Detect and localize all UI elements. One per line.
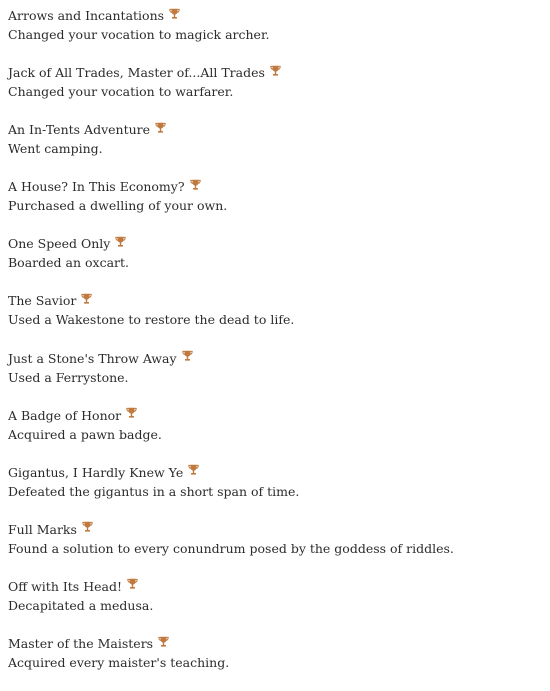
achievement-title: Jack of All Trades, Master of...All Trades [8, 65, 265, 81]
achievement-title-line [8, 349, 550, 368]
achievement-title-line [8, 406, 550, 425]
achievement-title-line [8, 291, 550, 310]
achievement-item [8, 177, 550, 234]
achievement-item [8, 406, 550, 463]
trophy-icon [182, 350, 193, 362]
achievement-title-line [8, 6, 550, 25]
achievement-title: Full Marks [8, 521, 77, 537]
trophy-icon [155, 122, 166, 134]
achievement-description: Acquired every maister's teaching. [8, 655, 230, 671]
achievement-description: Defeated the gigantus in a short span of time. [8, 483, 300, 499]
trophy-icon [188, 464, 199, 476]
achievement-item [8, 349, 550, 406]
achievement-title: Just a Stone's Throw Away [8, 350, 177, 366]
achievement-description: Decapitated a medusa. [8, 597, 154, 613]
achievement-title-line [8, 63, 550, 82]
achievement-item [8, 234, 550, 291]
achievement-item [8, 634, 550, 691]
trophy-icon [190, 179, 201, 191]
trophy-icon [82, 521, 93, 533]
achievement-title: Off with Its Head! [8, 578, 122, 594]
achievement-description: Used a Wakestone to restore the dead to life. [8, 312, 295, 328]
achievement-title: Arrows and Incantations [8, 8, 165, 23]
trophy-icon [169, 8, 180, 20]
achievement-description: Found a solution to every conundrum posed by the goddess of riddles. [8, 540, 454, 556]
achievement-item [8, 520, 550, 577]
trophy-icon [126, 407, 137, 419]
achievement-title: One Speed Only [8, 236, 111, 252]
achievement-item [8, 120, 550, 177]
achievement-item [8, 6, 550, 63]
achievement-title-line [8, 520, 550, 539]
trophy-icon [270, 65, 281, 77]
achievement-title: Master of the Maisters [8, 636, 154, 652]
achievement-description: Changed your vocation to magick archer. [8, 27, 270, 42]
achievement-title-line [8, 177, 550, 196]
trophy-icon [127, 578, 138, 590]
achievement-description: Went camping. [8, 141, 103, 157]
achievement-title: Gigantus, I Hardly Knew Ye [8, 464, 184, 480]
achievement-description: Boarded an oxcart. [8, 255, 129, 271]
achievement-title-line [8, 120, 550, 139]
achievement-title: A Badge of Honor [8, 407, 122, 423]
trophy-icon [158, 636, 169, 648]
achievement-title: A House? In This Economy? [8, 179, 185, 195]
achievement-description: Used a Ferrystone. [8, 369, 129, 385]
achievement-item [8, 291, 550, 348]
achievement-item [8, 63, 550, 120]
achievement-title-line [8, 634, 550, 653]
achievement-title-line [8, 234, 550, 253]
trophy-icon [115, 236, 126, 248]
achievement-item [8, 577, 550, 634]
achievement-item [8, 463, 550, 520]
achievement-title: An In-Tents Adventure [8, 122, 151, 138]
achievement-title-line [8, 577, 550, 596]
achievement-description: Acquired a pawn badge. [8, 426, 162, 442]
trophy-icon [81, 293, 92, 305]
achievement-description: Purchased a dwelling of your own. [8, 198, 228, 214]
achievement-description: Changed your vocation to warfarer. [8, 84, 234, 100]
achievement-title: The Savior [8, 293, 77, 309]
achievement-title-line [8, 463, 550, 482]
